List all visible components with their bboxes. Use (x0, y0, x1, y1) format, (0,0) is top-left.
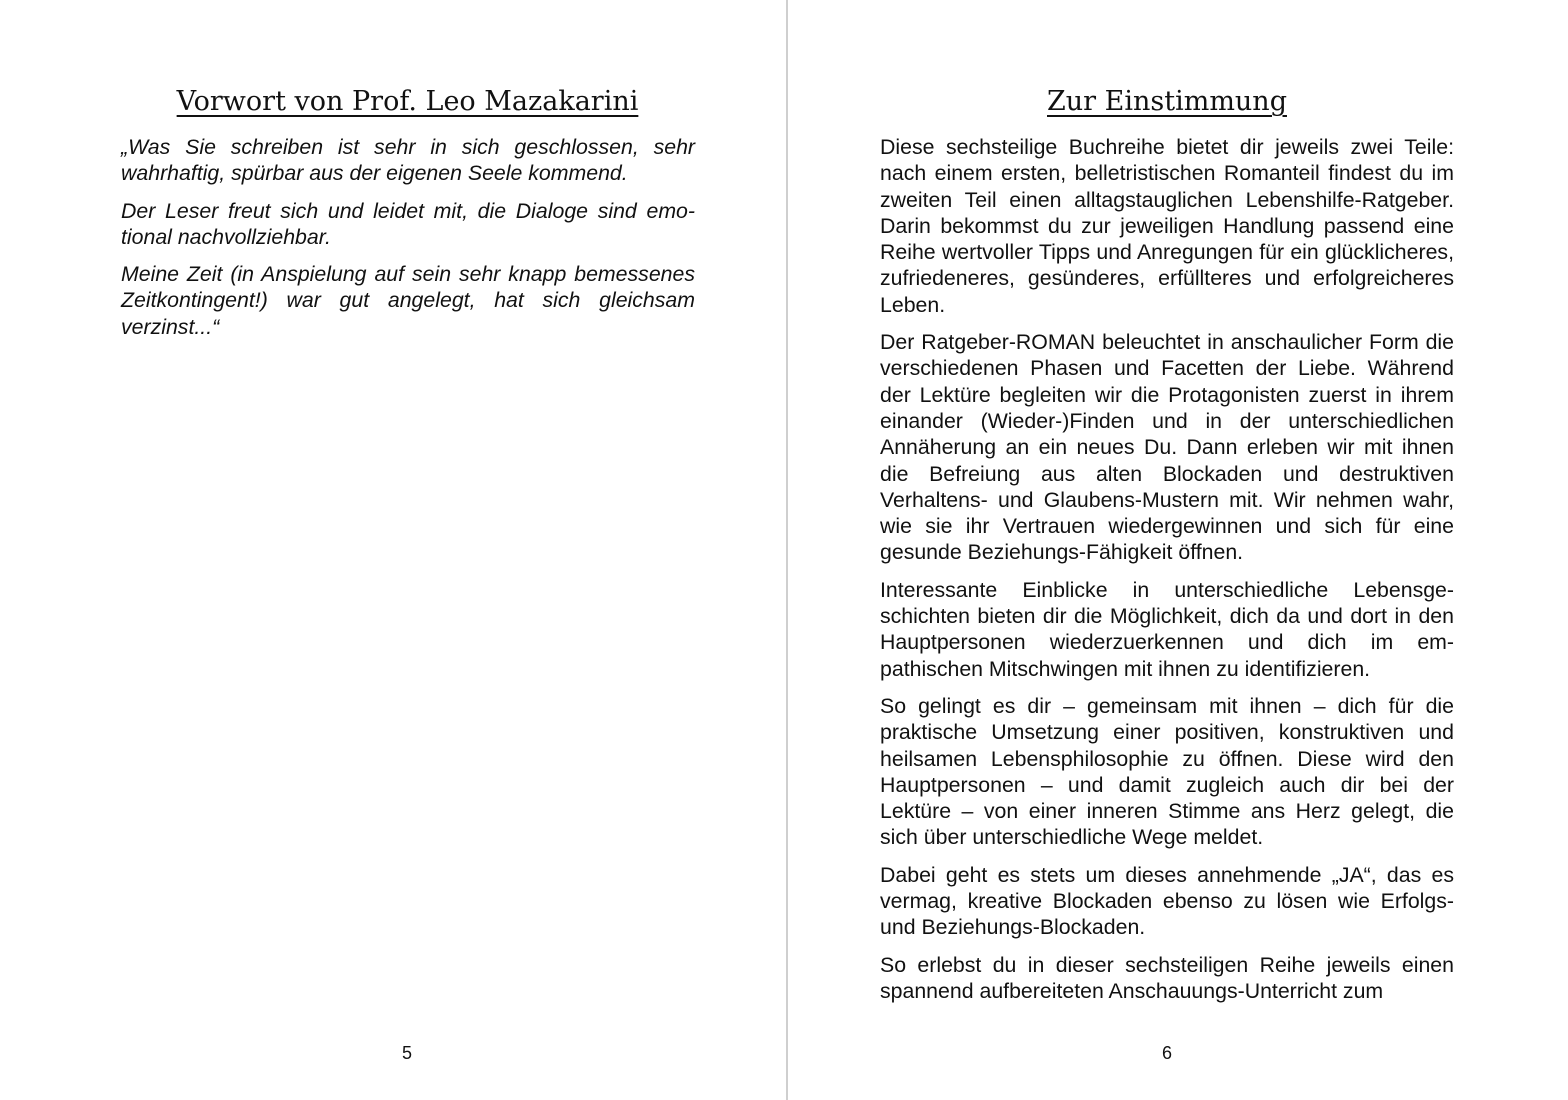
introduction-paragraph: Dabei geht es stets um dieses annehmende „JA“, das es vermag, kreative Blockaden ebenso zu lösen wie Erfolgs- und Beziehungs-Blockaden. (880, 862, 1454, 940)
preface-paragraph: Meine Zeit (in Anspielung auf sein sehr knapp bemessenes Zeitkontingent!) war gut angelegt, hat sich gleichsam verzinst...“ (121, 262, 695, 339)
introduction-title: Zur Einstimmung (1047, 86, 1287, 117)
introduction-body (880, 134, 1454, 1015)
preface-paragraph: „Was Sie schreiben ist sehr in sich geschlossen, sehr wahrhaftig, spürbar aus der eigenen Seele kommend. (121, 135, 695, 186)
introduction-paragraph: Der Ratgeber-ROMAN beleuchtet in anschaulicher Form die verschiedenen Phasen und Facetten der Liebe. Während der Lektüre begleiten wir die Protagonisten zuerst in ihrem einander (Wieder-)Finden und in der unterschiedlichen Annäherung an ein neues Du. Dann erleben wir mit ihnen die Befreiung aus alten Blockaden und destruktiven Verhaltens- und Glaubens-Mustern mit. Wir nehmen wahr, wie sie ihr Vertrauen wiedergewinnen und sich für eine gesunde Beziehungs-Fähigkeit öffnen. (880, 330, 1454, 565)
introduction-paragraph: So erlebst du in dieser sechsteiligen Reihe jeweils einen spannend aufbereiteten Anschauungs-Unterricht zum (880, 952, 1454, 1003)
page-number-right: 6 (1161, 1043, 1172, 1063)
right-page (788, 0, 1568, 1100)
page-number-left: 5 (401, 1043, 412, 1063)
introduction-paragraph: Diese sechsteilige Buchreihe bietet dir jeweils zwei Teile: nach einem ersten, belletristischen Romanteil findest du im zweiten Teil einen alltagstauglichen Lebenshilfe-Ratgeber. Darin bekommst du zur jeweiligen Handlung passend eine Reihe wertvoller Tipps und Anregungen für ein glücklicheres, zufriedeneres, gesünderes, erfüllteres und erfolgreicheres Leben. (880, 135, 1454, 317)
preface-quote (121, 134, 695, 351)
introduction-paragraph: Interessante Einblicke in unterschiedliche Lebensgeschichten bieten dir die Möglichkeit, dich da und dort in den Hauptpersonen wiederzuerkennen und dich im empathischen Mitschwingen mit ihnen zu identifizieren. (880, 577, 1454, 681)
preface-title: Vorwort von Prof. Leo Mazakarini (176, 86, 639, 117)
introduction-paragraph: So gelingt es dir – gemeinsam mit ihnen – dich für die praktische Umsetzung einer positiven, konstruktiven und heilsamen Lebensphilosophie zu öffnen. Diese wird den Hauptpersonen – und damit zugleich auch dir bei der Lektüre – von einer inneren Stimme ans Herz gelegt, die sich über unterschiedliche Wege meldet. (880, 693, 1454, 850)
preface-paragraph: Der Leser freut sich und leidet mit, die Dialoge sind emotional nachvollziehbar. (121, 198, 695, 249)
